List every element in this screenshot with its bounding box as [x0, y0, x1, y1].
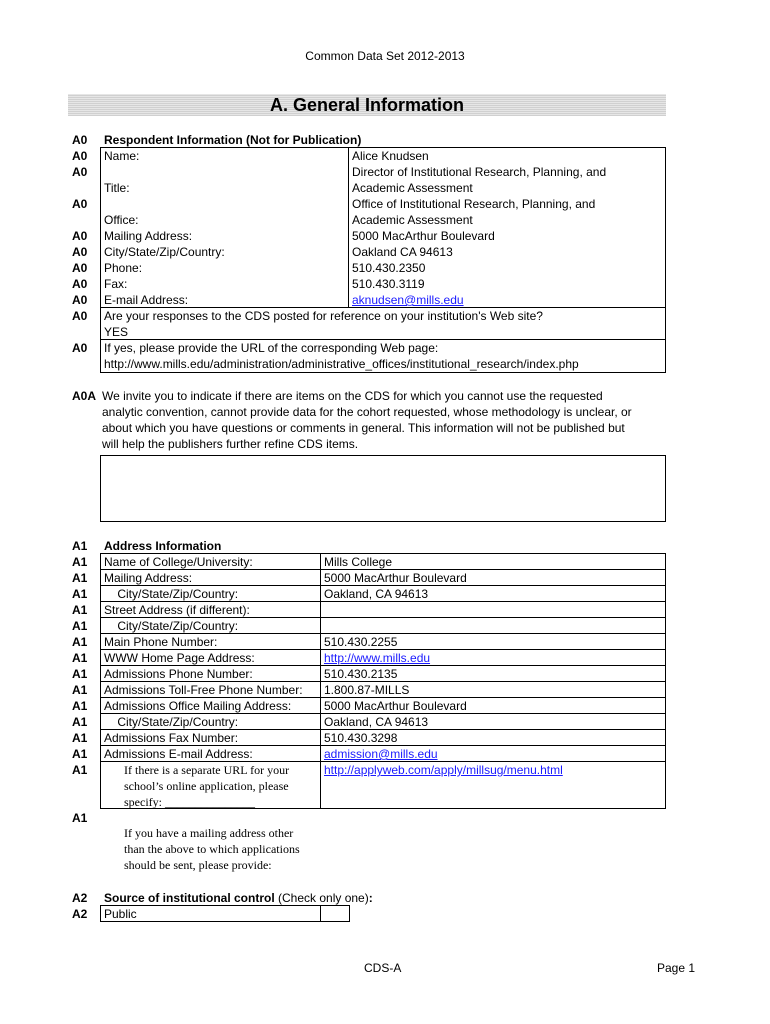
address-row-label: Main Phone Number:	[104, 635, 218, 649]
address-row-label: Admissions Office Mailing Address:	[104, 699, 292, 713]
address-row-value: 510.430.2135	[324, 667, 398, 681]
address-row-label: Name of College/University:	[104, 555, 253, 569]
address-row-label: Admissions Fax Number:	[104, 731, 239, 745]
public-option-row	[100, 905, 350, 922]
item-code: A1	[72, 635, 88, 649]
url-answer: http://www.mills.edu/administration/administrative_offices/institutional_research/index.php	[104, 357, 579, 371]
address-row-label: City/State/Zip/Country:	[104, 715, 239, 729]
respondent-heading: Respondent Information (Not for Publication)	[104, 133, 362, 147]
page-header: Common Data Set 2012-2013	[305, 49, 465, 63]
city-value: Oakland CA 94613	[352, 245, 453, 259]
separate-url-label: If there is a separate URL for your	[124, 763, 290, 777]
web-answer: YES	[104, 325, 129, 339]
item-code: A2	[72, 891, 88, 905]
address-row-link[interactable]: http://www.mills.edu	[324, 651, 431, 665]
item-code: A1	[72, 747, 88, 761]
item-code: A0	[72, 149, 88, 163]
item-code: A1	[72, 603, 88, 617]
office-value: Office of Institutional Research, Planning, and	[352, 197, 596, 211]
address-row-label: City/State/Zip/Country:	[104, 619, 239, 633]
item-code: A1	[72, 651, 88, 665]
address-row-value: 5000 MacArthur Boulevard	[324, 571, 467, 585]
item-code: A0	[72, 277, 88, 291]
page-number: Page 1	[657, 961, 696, 975]
a0a-text-line: analytic convention, cannot provide data for the cohort requested, whose methodology is unclear, or	[102, 405, 632, 419]
address-row-label: City/State/Zip/Country:	[104, 587, 239, 601]
footer-center: CDS-A	[364, 961, 402, 975]
mailing-label: Mailing Address:	[104, 229, 193, 243]
item-code: A1	[72, 731, 88, 745]
item-code: A0	[72, 165, 88, 179]
address-row-value: 510.430.3298	[324, 731, 398, 745]
public-option-label: Public	[104, 907, 137, 921]
email-link[interactable]: aknudsen@mills.edu	[352, 293, 464, 307]
item-code: A0	[72, 229, 88, 243]
name-label: Name:	[104, 149, 140, 163]
address-row-value: Mills College	[324, 555, 393, 569]
item-code: A0	[72, 245, 88, 259]
separate-url-label: school’s online application, please	[124, 779, 289, 793]
a0a-text-line: about which you have questions or comments in general. This information will not be published but	[102, 421, 625, 435]
other-address-label: should be sent, please provide:	[124, 858, 272, 872]
address-row-label: Mailing Address:	[104, 571, 193, 585]
mailing-value: 5000 MacArthur Boulevard	[352, 229, 495, 243]
title-value: Director of Institutional Research, Planning, and	[352, 165, 607, 179]
item-code: A0	[72, 133, 88, 147]
item-code: A0	[72, 261, 88, 275]
address-heading: Address Information	[104, 539, 222, 553]
item-code: A1	[72, 811, 88, 825]
item-code: A1	[72, 619, 88, 633]
title-value: Academic Assessment	[352, 181, 473, 195]
item-code: A1	[72, 699, 88, 713]
item-code: A1	[72, 715, 88, 729]
city-label: City/State/Zip/Country:	[104, 245, 225, 259]
a0a-text-line: We invite you to indicate if there are items on the CDS for which you cannot use the requested	[102, 389, 603, 403]
address-row-value: 510.430.2255	[324, 635, 398, 649]
item-code: A0	[72, 309, 88, 323]
public-checkbox[interactable]	[320, 905, 350, 922]
item-code: A1	[72, 667, 88, 681]
control-heading-bold: Source of institutional control	[104, 891, 275, 905]
address-row-label: Admissions E-mail Address:	[104, 747, 253, 761]
address-row-link[interactable]: admission@mills.edu	[324, 747, 438, 761]
comments-box[interactable]	[100, 455, 666, 522]
other-address-label: than the above to which applications	[124, 842, 300, 856]
application-url-link[interactable]: http://applyweb.com/apply/millsug/menu.html	[324, 763, 563, 777]
fax-value: 510.430.3119	[352, 277, 425, 291]
item-code: A0A	[72, 389, 97, 403]
separate-url-label: specify: _______________	[124, 795, 255, 809]
address-row-value: 1.800.87-MILLS	[324, 683, 410, 697]
title-label: Title:	[104, 181, 130, 195]
item-code: A0	[72, 293, 88, 307]
office-value: Academic Assessment	[352, 213, 473, 227]
address-row-label: WWW Home Page Address:	[104, 651, 255, 665]
web-question: Are your responses to the CDS posted for reference on your institution's Web site?	[104, 309, 543, 323]
fax-label: Fax:	[104, 277, 128, 291]
address-row-value: Oakland, CA 94613	[324, 715, 429, 729]
item-code: A0	[72, 341, 88, 355]
url-question: If yes, please provide the URL of the corresponding Web page:	[104, 341, 439, 355]
item-code: A1	[72, 555, 88, 569]
office-label: Office:	[104, 213, 139, 227]
email-label: E-mail Address:	[104, 293, 189, 307]
control-heading-rest: (Check only one)	[274, 891, 369, 905]
item-code: A1	[72, 683, 88, 697]
item-code: A2	[72, 907, 88, 921]
item-code: A0	[72, 197, 88, 211]
item-code: A1	[72, 571, 88, 585]
item-code: A1	[72, 539, 88, 553]
address-row-label: Admissions Toll-Free Phone Number:	[104, 683, 303, 697]
control-heading-colon: :	[368, 891, 373, 905]
other-address-label: If you have a mailing address other	[124, 826, 294, 840]
item-code: A1	[72, 763, 88, 777]
control-heading	[104, 890, 373, 906]
phone-value: 510.430.2350	[352, 261, 426, 275]
address-row-label: Street Address (if different):	[104, 603, 250, 617]
phone-label: Phone:	[104, 261, 143, 275]
a0a-text-line: will help the publishers further refine CDS items.	[102, 437, 359, 451]
address-row-value: 5000 MacArthur Boulevard	[324, 699, 467, 713]
address-row-label: Admissions Phone Number:	[104, 667, 253, 681]
name-value: Alice Knudsen	[352, 149, 429, 163]
section-title: A. General Information	[68, 94, 666, 116]
address-row-value: Oakland, CA 94613	[324, 587, 429, 601]
item-code: A1	[72, 587, 88, 601]
